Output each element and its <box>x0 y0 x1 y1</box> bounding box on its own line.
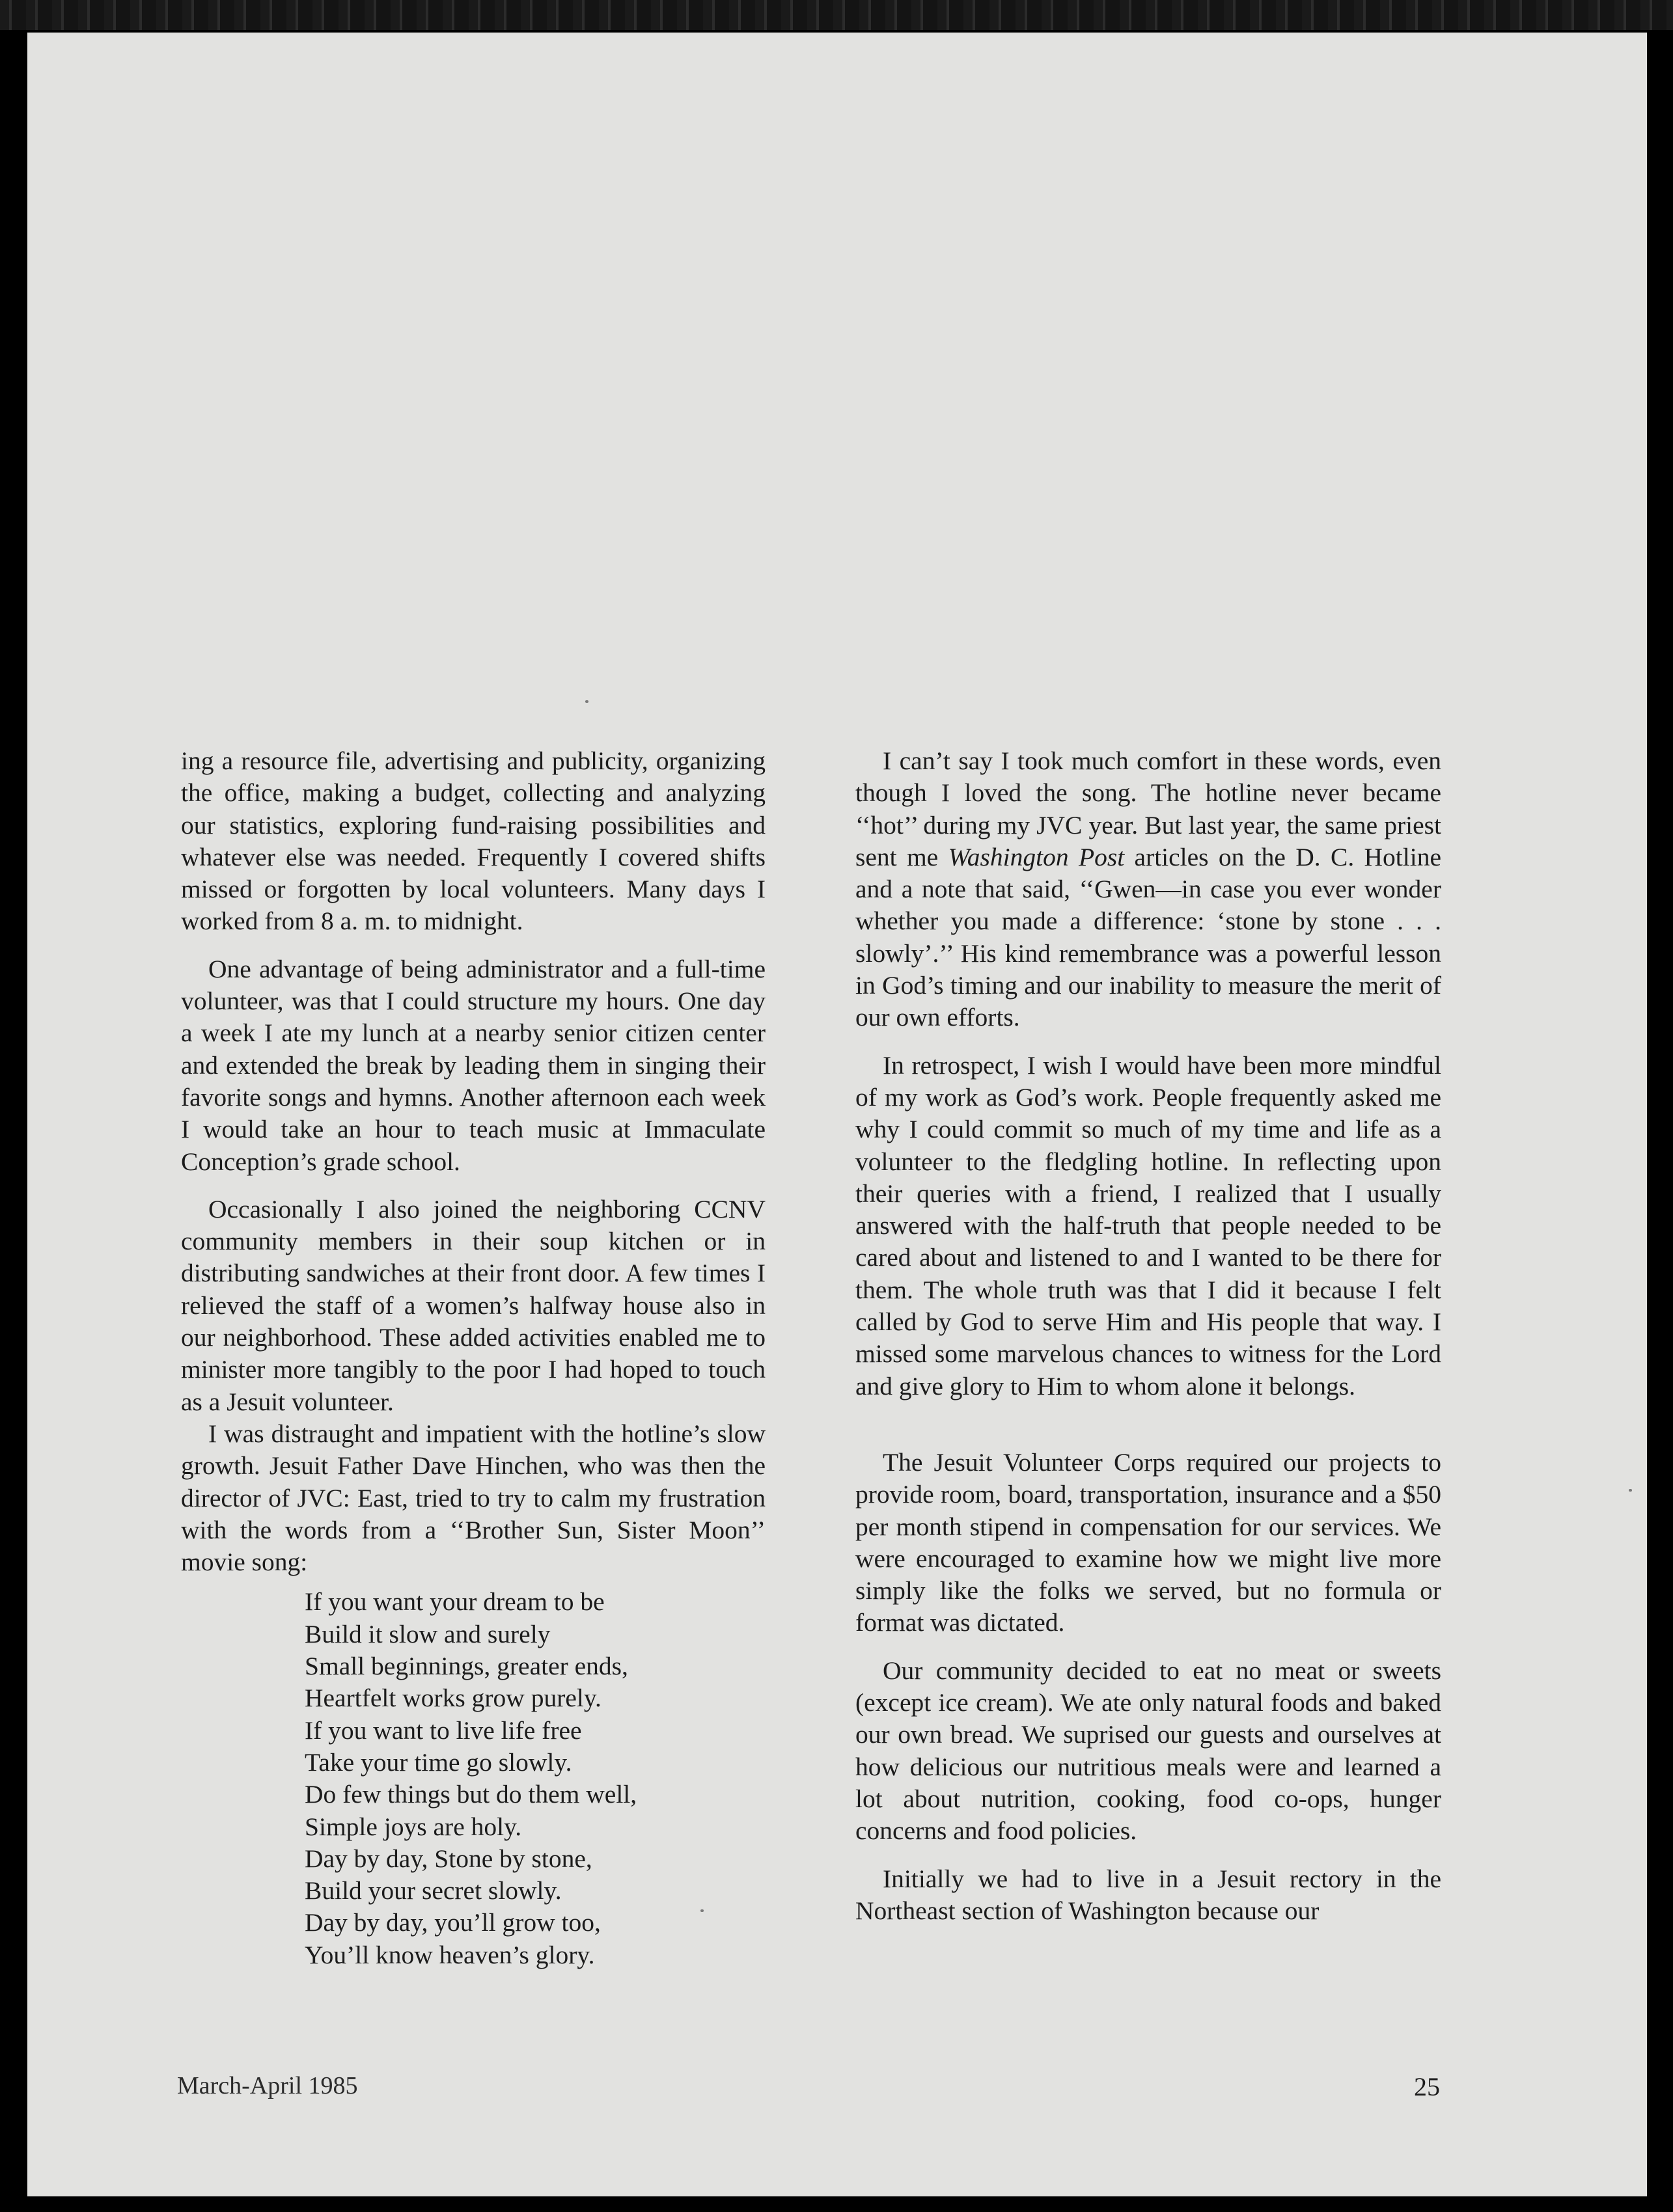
lyric-line: Build your secret slowly. <box>305 1876 562 1905</box>
left-column <box>181 745 766 1971</box>
magazine-page <box>27 33 1647 2196</box>
lyric-line: Build it slow and surely <box>305 1619 551 1648</box>
paragraph: One advantage of being administrator and a full-time volunteer, was that I could structure my hours. One day a week I ate my lunch at a nearby senior citizen center and extended the break by leading them in singing their favorite songs and hymns. Another afternoon each week I would take an hour to teach music at Immaculate Conception’s grade school. <box>181 954 766 1176</box>
lyric-line: Take your time go slowly. <box>305 1747 572 1777</box>
paragraph: Initially we had to live in a Jesuit rectory in the Northeast section of Washington because our <box>855 1864 1441 1925</box>
lyric-line: If you want to live life free <box>305 1715 582 1745</box>
scan-speck <box>585 700 588 703</box>
song-lyrics <box>305 1586 766 1971</box>
lyric-line: Day by day, Stone by stone, <box>305 1844 592 1873</box>
lyric-line: If you want your dream to be <box>305 1587 605 1617</box>
lyric-line: Heartfelt works grow purely. <box>305 1684 601 1713</box>
lyric-line: You’ll know heaven’s glory. <box>305 1940 595 1969</box>
paragraph: I was distraught and impatient with the hotline’s slow growth. Jesuit Father Dave Hinchen, who was then the director of JVC: East, tried to try to calm my frustration with the words from a ‘‘Brother Sun, Sister Moon’’ movie song: <box>181 1419 766 1577</box>
paragraph: Occasionally I also joined the neighboring CCNV community members in their soup kitchen or in distributing sandwiches at their front door. A few times I relieved the staff of a women’s halfway house also in our neighborhood. These added activities enabled me to minister more tangibly to the poor I had hoped to touch as a Jesuit volunteer. <box>181 1194 766 1416</box>
paragraph: ing a resource file, advertising and publicity, organizing the office, making a budget, collecting and analyzing our statistics, exploring fund-raising possibilities and whatever else was needed. Frequently I covered shifts missed or forgotten by local volunteers. Many days I worked from 8 a. m. to midnight. <box>181 746 766 936</box>
paragraph <box>855 745 1441 1034</box>
page-number: 25 <box>1414 2072 1440 2101</box>
lyric-line: Simple joys are holy. <box>305 1812 522 1841</box>
lyric-line: Day by day, you’ll grow too, <box>305 1908 601 1937</box>
scan-speck <box>1629 1489 1632 1492</box>
paragraph: In retrospect, I wish I would have been more mindful of my work as God’s work. People frequently asked me why I could commit so much of my time and life as a volunteer to the fledgling hotline. In reflecting upon their queries with a friend, I realized that I usually answered with the half-truth that people needed to be cared about and listened to and I wanted to be there for them. The whole truth was that I did it because I felt called by God to serve Him and His people that way. I missed some marvelous chances to witness for the Lord and give glory to Him to whom alone it belongs. <box>855 1050 1441 1400</box>
paragraph: Our community decided to eat no meat or sweets (except ice cream). We ate only natural foods and baked our own bread. We suprised our guests and ourselves at how delicious our nutritious meals were and learned a lot about nutrition, cooking, food co-ops, hunger concerns and food policies. <box>855 1656 1441 1846</box>
lyric-line: Small beginnings, greater ends, <box>305 1652 628 1681</box>
issue-date: March-April 1985 <box>177 2072 358 2099</box>
paragraph-text: articles on the D. C. Hotline and a note that said, ‘‘Gwen—in case you ever wonder whether you made a difference: ‘stone by stone . . . slowly’.’’ His kind remembrance was a powerful lesson in God’s timing and our inability to measure the merit of our own efforts. <box>855 842 1442 1032</box>
publication-title: Washington Post <box>948 842 1125 871</box>
right-column <box>855 745 1441 1943</box>
paragraph-text: I can’t say I took much comfort in these words, even though I loved the song. The hotline never became ‘‘hot’’ during my JVC year. But last year, the same priest sent me <box>855 746 1441 871</box>
lyric-line: Do few things but do them well, <box>305 1780 637 1809</box>
scan-edge <box>0 0 1673 30</box>
paragraph: The Jesuit Volunteer Corps required our projects to provide room, board, transportation, insurance and a $50 per month stipend in compensation for our services. We were encouraged to examine how we might live more simply like the folks we served, but no formula or format was dictated. <box>855 1447 1441 1637</box>
